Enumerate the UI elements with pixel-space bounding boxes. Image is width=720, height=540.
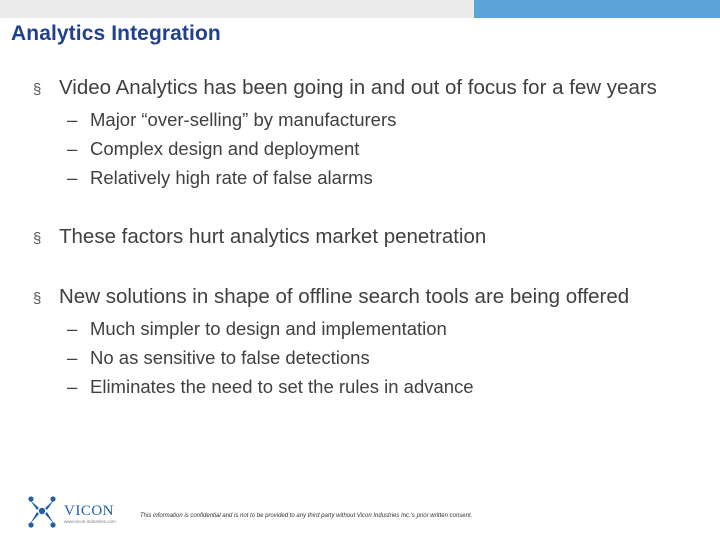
- sub-bullet-text: Relatively high rate of false alarms: [90, 167, 373, 188]
- header-band-blue: [474, 0, 720, 18]
- confidentiality-note: This information is confidential and is not to be provided to any third party without Vicon Industries Inc.’s prior written consent.: [140, 513, 473, 519]
- header-band-gray: [0, 0, 474, 18]
- bullet-item: [33, 284, 673, 310]
- sub-bullet-text: Complex design and deployment: [90, 138, 360, 159]
- sub-bullet-marker: –: [67, 138, 78, 159]
- sub-bullet-marker: –: [67, 318, 78, 339]
- sub-bullet-item: [33, 314, 673, 343]
- sub-bullet-item: [33, 343, 673, 372]
- sub-bullet-item: [33, 372, 673, 401]
- slide-title: Analytics Integration: [11, 22, 221, 45]
- sub-bullet-text: Much simpler to design and implementation: [90, 318, 447, 339]
- bullet-text: Video Analytics has been going in and out of focus for a few years: [59, 76, 657, 99]
- logo-tagline: www.vicon-industries.com: [64, 519, 116, 524]
- sub-bullet-text: Major “over-selling” by manufacturers: [90, 109, 397, 130]
- bullet-marker: §: [33, 290, 42, 307]
- sub-bullet-text: Eliminates the need to set the rules in advance: [90, 376, 474, 397]
- sub-bullet-item: [33, 105, 673, 134]
- bullet-text: These factors hurt analytics market penetration: [59, 225, 487, 248]
- logo-wordmark: VICON: [64, 503, 114, 519]
- sub-bullet-item: [33, 134, 673, 163]
- slide-body: [33, 75, 673, 401]
- sub-bullet-marker: –: [67, 167, 78, 188]
- sub-bullet-list: [33, 105, 673, 192]
- bullet-marker: §: [33, 230, 42, 247]
- sub-bullet-list: [33, 314, 673, 401]
- sub-bullet-item: [33, 163, 673, 192]
- sub-bullet-marker: –: [67, 347, 78, 368]
- bullet-item: [33, 75, 673, 101]
- bullet-text: New solutions in shape of offline search tools are being offered: [59, 285, 630, 308]
- bullet-marker: §: [33, 81, 42, 98]
- bullet-item: [33, 224, 673, 250]
- sub-bullet-marker: –: [67, 109, 78, 130]
- sub-bullet-marker: –: [67, 376, 78, 397]
- sub-bullet-text: No as sensitive to false detections: [90, 347, 370, 368]
